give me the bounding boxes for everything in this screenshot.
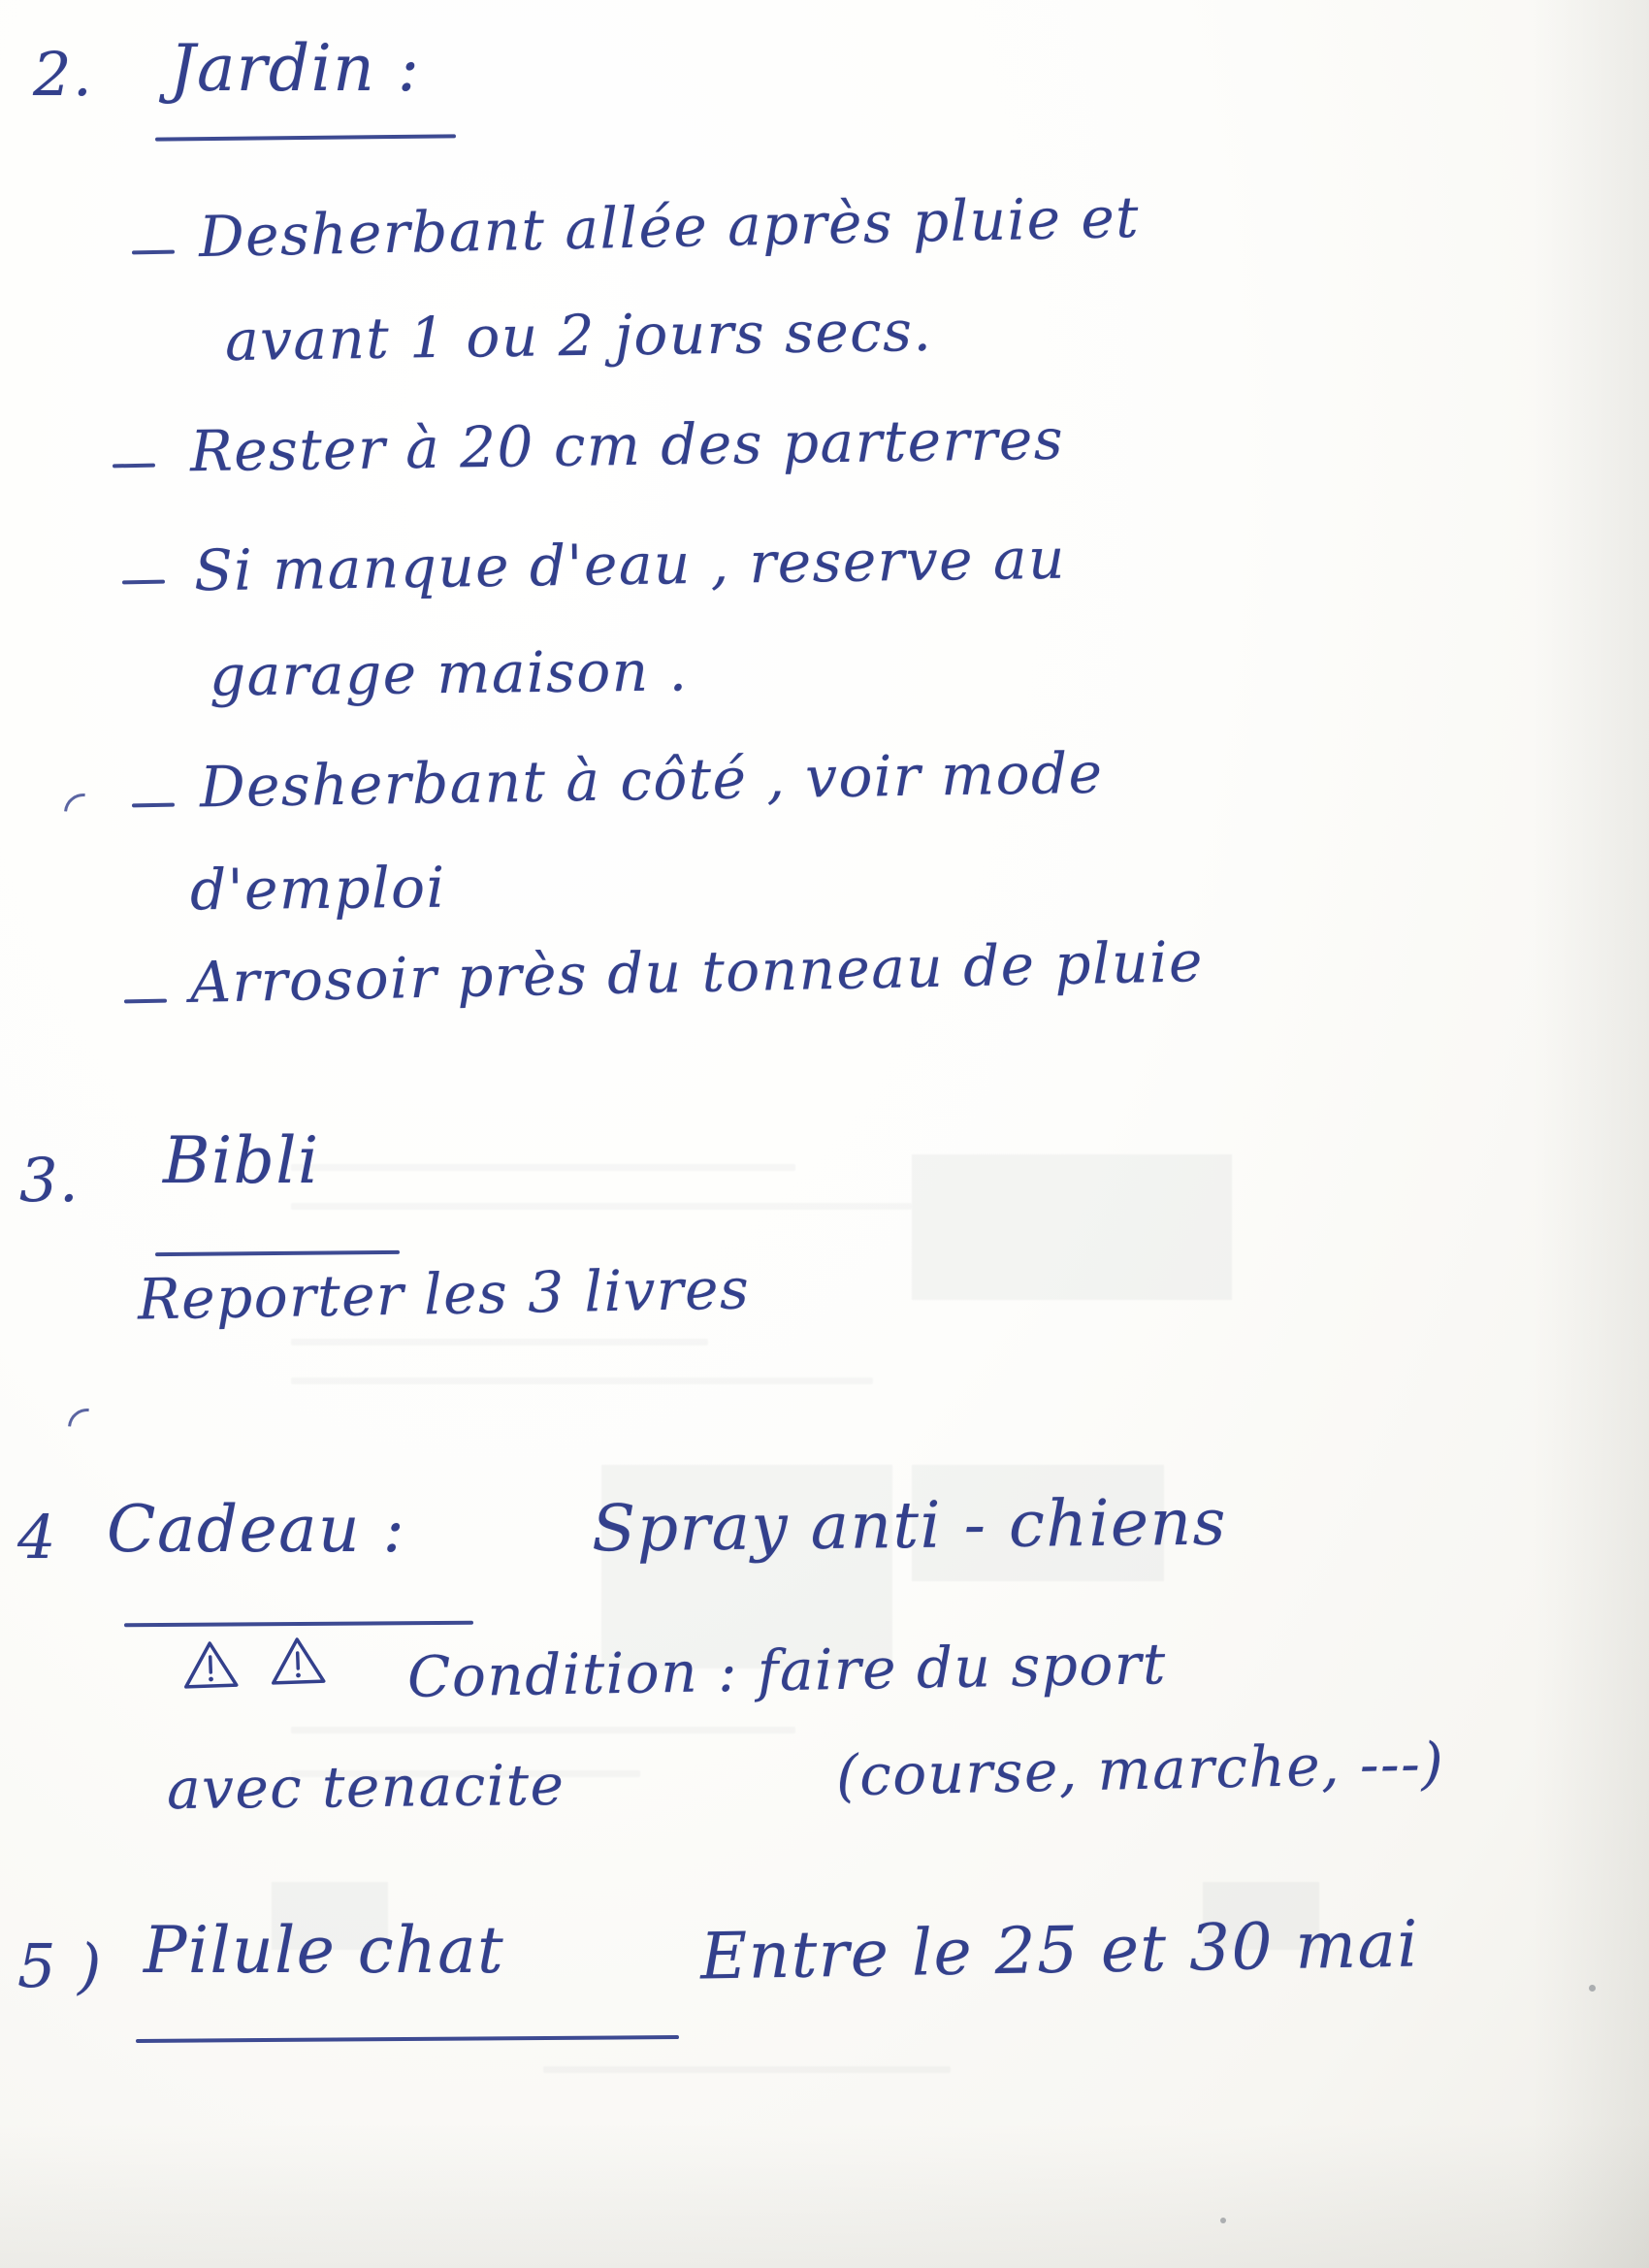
- note-line-11a: avec tenacite: [166, 1751, 566, 1823]
- section-4-title-suffix: Spray anti - chiens: [591, 1484, 1228, 1567]
- note-line-10: Condition : faire du sport: [406, 1631, 1168, 1710]
- section-3-title: Bibli: [163, 1123, 320, 1198]
- section-4-title: Cadeau :: [107, 1492, 406, 1567]
- note-line-11b: (course, marche, ---): [835, 1730, 1445, 1809]
- section-5-title-underline: [136, 2035, 679, 2043]
- note-line-4: Si manque d'eau , reserve au: [193, 525, 1067, 604]
- section-3-title-underline: [155, 1250, 400, 1256]
- note-line-5: garage maison .: [209, 637, 689, 709]
- bullet-dash-2: [113, 464, 155, 469]
- bullet-dash-1: [132, 250, 175, 255]
- stray-mark-2: [60, 1401, 114, 1455]
- stray-mark-1: [56, 786, 111, 840]
- note-line-6: Desherbant à côté , voir mode: [199, 739, 1104, 821]
- bullet-dash-5: [124, 999, 167, 1004]
- paper-speck-1: [1589, 1985, 1596, 1992]
- warning-triangle-icon: [181, 1638, 240, 1691]
- note-line-8: Arrosoir près du tonneau de pluie: [189, 928, 1205, 1016]
- paper-speck-2: [1220, 2218, 1226, 2223]
- note-line-1: Desherbant allée après pluie et: [198, 183, 1141, 271]
- bullet-dash-3: [122, 580, 165, 585]
- note-line-7: d'emploi: [189, 854, 446, 923]
- bullet-dash-4: [132, 803, 175, 808]
- section-2-title: Jardin :: [170, 31, 421, 106]
- section-4-number: 4: [17, 1502, 57, 1572]
- section-3-number: 3.: [19, 1145, 81, 1215]
- note-line-3: Rester à 20 cm des parterres: [189, 405, 1065, 485]
- section-2-number: 2.: [33, 39, 94, 110]
- section-2-title-underline: [155, 134, 456, 141]
- section-4-title-underline: [124, 1621, 473, 1628]
- section-5-title: Pilule chat: [144, 1913, 505, 1988]
- note-line-2: avant 1 ou 2 jours secs.: [224, 297, 933, 374]
- warning-triangle-icon-2: [269, 1635, 327, 1687]
- section-5-title-suffix: Entre le 25 et 30 mai: [699, 1906, 1420, 1994]
- note-line-9: Reporter les 3 livres: [137, 1255, 751, 1333]
- section-5-number: 5 ): [17, 1930, 103, 2001]
